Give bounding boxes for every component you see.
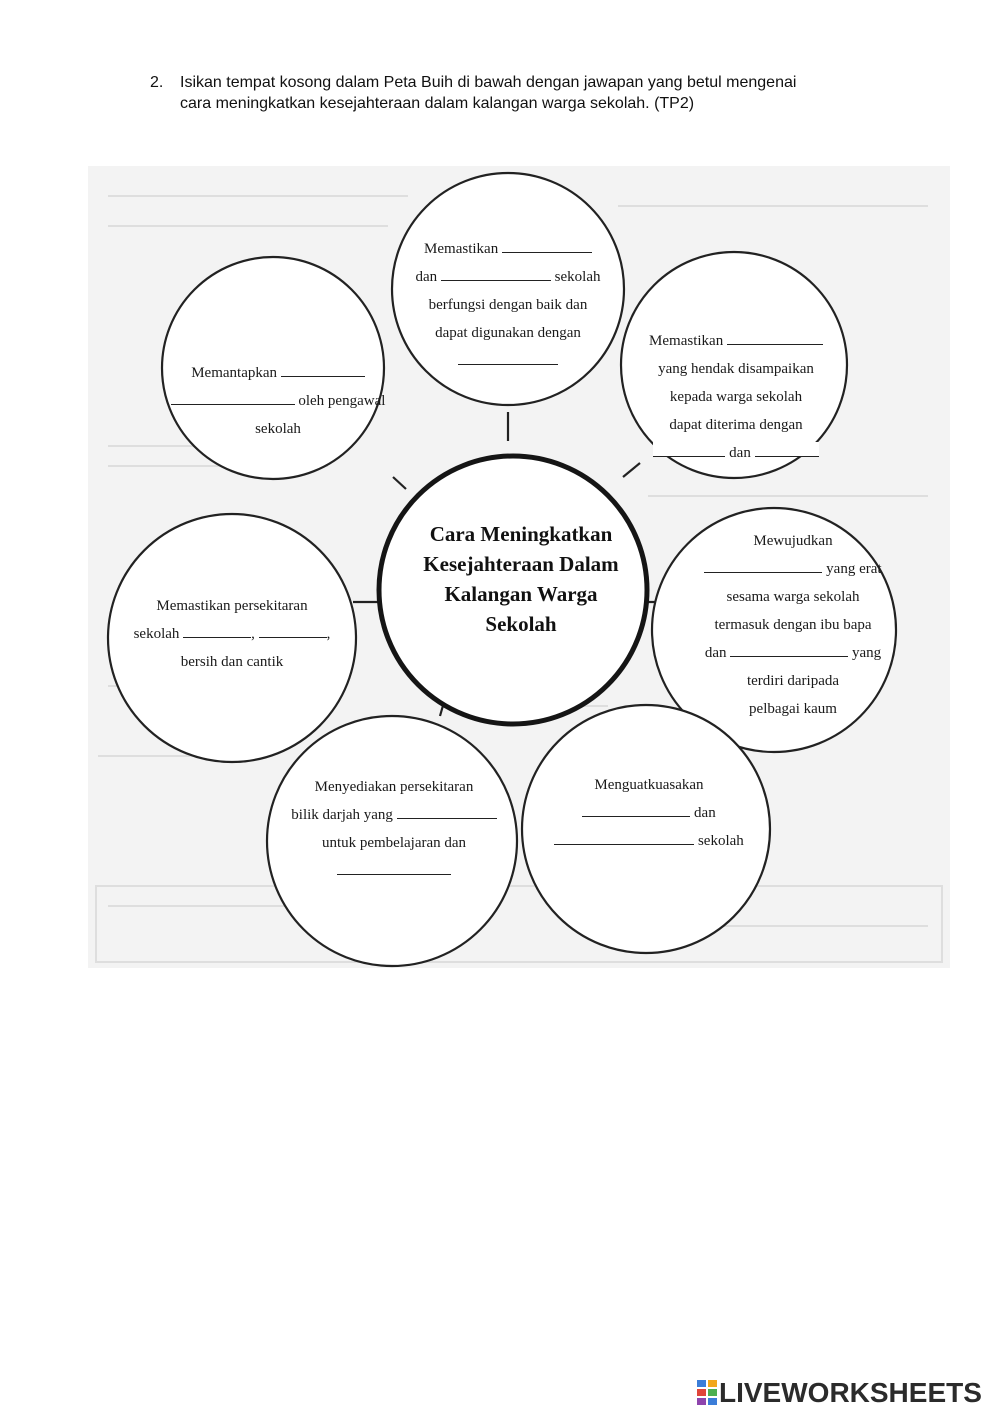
answer-blank[interactable] xyxy=(281,362,365,377)
answer-blank[interactable] xyxy=(554,830,694,845)
answer-blank[interactable] xyxy=(755,442,819,457)
bubble-text: , xyxy=(251,626,255,642)
bubble-text: yang hendak disampaikan xyxy=(658,361,814,377)
answer-input[interactable] xyxy=(653,438,725,458)
bubble-text: Memastikan xyxy=(424,241,499,257)
answer-blank[interactable] xyxy=(441,266,551,281)
answer-input[interactable] xyxy=(582,798,690,818)
answer-input[interactable] xyxy=(337,856,451,876)
bubble-text: dan xyxy=(694,805,716,821)
answer-input[interactable] xyxy=(171,386,295,406)
bubble-top xyxy=(403,235,613,375)
bubble-text: Mewujudkan xyxy=(753,533,833,549)
bubble-text: dapat digunakan dengan xyxy=(435,325,581,341)
answer-input[interactable] xyxy=(183,619,251,639)
answer-blank[interactable] xyxy=(730,642,848,657)
answer-blank[interactable] xyxy=(502,238,592,253)
question-text-line-1: Isikan tempat kosong dalam Peta Buih di bawah dengan jawapan yang betul mengenai xyxy=(180,74,797,91)
bubble-right xyxy=(678,527,908,723)
liveworksheets-logo xyxy=(697,1376,993,1410)
bubble-text: Memantapkan xyxy=(191,365,278,381)
answer-input[interactable] xyxy=(730,638,848,658)
bubble-top-left xyxy=(158,359,398,443)
bubble-text: sekolah xyxy=(133,626,180,642)
answer-input[interactable] xyxy=(259,619,327,639)
bubble-left xyxy=(106,592,358,676)
answer-blank[interactable] xyxy=(183,623,251,638)
question-text-line-2: cara meningkatkan kesejahteraan dalam kalangan warga sekolah. (TP2) xyxy=(180,95,695,112)
bubble-text: sekolah xyxy=(255,421,301,437)
central-topic-line: Kalangan Warga xyxy=(444,582,598,606)
bubble-bottom-right xyxy=(534,771,764,855)
central-topic-line: Cara Meningkatkan xyxy=(429,522,613,546)
answer-blank[interactable] xyxy=(458,350,558,365)
answer-input[interactable] xyxy=(704,554,822,574)
bubble-text: bilik darjah yang xyxy=(291,807,393,823)
central-topic xyxy=(381,519,661,639)
central-topic-line: Sekolah xyxy=(485,612,557,636)
answer-blank[interactable] xyxy=(653,442,725,457)
bubble-text: dapat diterima dengan xyxy=(669,417,803,433)
bubble-text: bersih dan cantik xyxy=(180,654,284,670)
bubble-text: pelbagai kaum xyxy=(749,701,837,717)
answer-blank[interactable] xyxy=(259,623,327,638)
bubble-text: dan xyxy=(415,269,438,285)
bubble-text: dan xyxy=(729,445,751,461)
bubble-text: Menyediakan persekitaran xyxy=(314,779,474,795)
bubble-text: termasuk dengan ibu bapa xyxy=(714,617,872,633)
answer-blank[interactable] xyxy=(171,390,295,405)
answer-blank[interactable] xyxy=(397,804,497,819)
answer-blank[interactable] xyxy=(582,802,690,817)
bubble-text: oleh pengawal xyxy=(298,393,386,409)
bubble-text: yang erat xyxy=(826,561,882,577)
bubble-text: dan xyxy=(704,645,727,661)
bubble-bottom-left xyxy=(272,773,516,885)
bubble-map-scan xyxy=(88,166,950,968)
question-number: 2. xyxy=(150,74,164,91)
bubble-text: , xyxy=(326,626,331,642)
bubble-text: kepada warga sekolah xyxy=(669,389,803,405)
bubble-text: Memastikan xyxy=(649,333,724,349)
answer-input[interactable] xyxy=(502,234,592,254)
bubble-text: Menguatkuasakan xyxy=(594,777,704,793)
logo-mark-icon xyxy=(697,1380,717,1406)
bubble-text: sekolah xyxy=(554,269,601,285)
bubble-text: untuk pembelajaran dan xyxy=(321,835,467,851)
bubble-text: sekolah xyxy=(697,833,744,849)
answer-blank[interactable] xyxy=(704,558,822,573)
bubble-text: sesama warga sekolah xyxy=(726,589,860,605)
bubble-text: terdiri daripada xyxy=(746,673,840,689)
answer-input[interactable] xyxy=(441,262,551,282)
bubble-top-right xyxy=(626,327,846,467)
bubble-text: Memastikan persekitaran xyxy=(156,598,308,614)
answer-input[interactable] xyxy=(554,826,694,846)
answer-input[interactable] xyxy=(458,346,558,366)
bubble-text: yang xyxy=(852,645,882,661)
answer-blank[interactable] xyxy=(727,330,823,345)
bubble-text: berfungsi dengan baik dan xyxy=(428,297,588,313)
logo-text: LIVEWORKSHEETS xyxy=(719,1377,982,1408)
answer-input[interactable] xyxy=(755,438,819,458)
answer-input[interactable] xyxy=(397,800,497,820)
answer-input[interactable] xyxy=(727,326,823,346)
answer-input[interactable] xyxy=(281,358,365,378)
central-topic-line: Kesejahteraan Dalam xyxy=(423,552,619,576)
answer-blank[interactable] xyxy=(337,860,451,875)
